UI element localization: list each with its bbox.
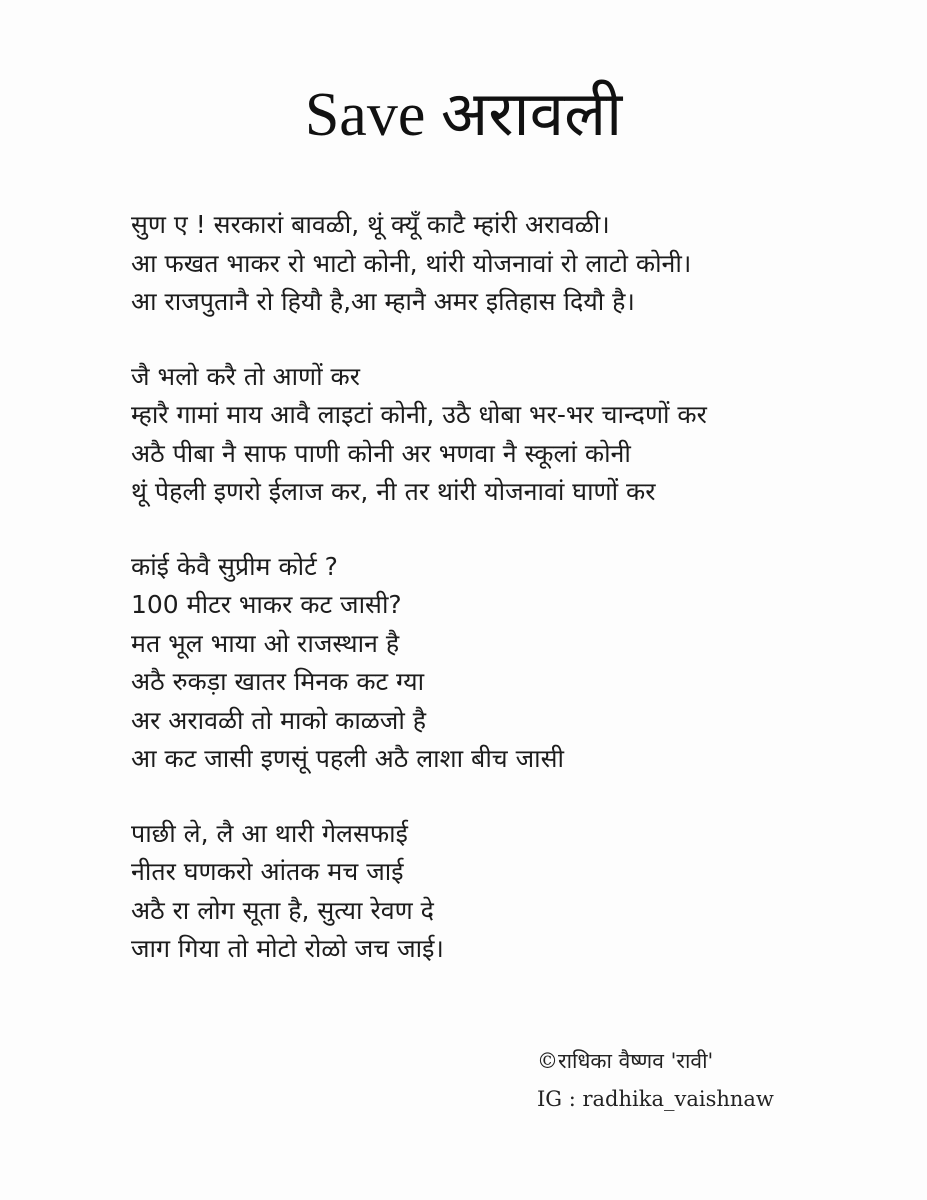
- poem-line: जै भलो करै तो आणों कर: [131, 361, 360, 391]
- poem-line: अर अरावळी तो माको काळजो है: [131, 705, 427, 735]
- stanza-1: [131, 206, 871, 322]
- poem-line: अठै रा लोग सूता है, सुत्या रेवण दे: [131, 895, 434, 925]
- poem-line: मत भूल भाया ओ राजस्थान है: [131, 628, 400, 658]
- poem-line: नीतर घणकरो आंतक मच जाई: [131, 857, 404, 886]
- stanza-2: [131, 358, 871, 512]
- poem-line: सुण ए ! सरकारां बावळी, थूं क्यूँ काटै म्हांरी अरावळी।: [131, 210, 610, 239]
- credit-block: [537, 1042, 897, 1118]
- poem-title: Save अरावली: [304, 81, 623, 149]
- poem-line: म्हारै गामां माय आवै लाइटां कोनी, उठै धोबा भर-भर चान्दणों कर: [131, 400, 707, 429]
- poem-line: कांई केवै सुप्रीम कोर्ट ?: [131, 551, 338, 581]
- poem-body: [131, 206, 871, 1005]
- author-credit: ©राधिका वैष्णव 'रावी': [537, 1049, 714, 1073]
- poem-line: अठै रुकड़ा खातर मिनक कट ग्या: [131, 667, 425, 696]
- poem-line: आ कट जासी इणसूं पहली अठै लाशा बीच जासी: [131, 744, 565, 773]
- instagram-handle: IG : radhika_vaishnaw: [537, 1087, 774, 1111]
- poem-line: थूं पेहली इणरो ईलाज कर, नी तर थांरी योजनावां घाणों कर: [131, 477, 656, 506]
- poem-line: 100 मीटर भाकर कट जासी?: [131, 590, 402, 619]
- stanza-3: [131, 548, 871, 779]
- poem-line: आ फखत भाकर रो भाटो कोनी, थांरी योजनावां रो लाटो कोनी।: [131, 248, 692, 278]
- poem-line: जाग गिया तो मोटो रोळो जच जाई।: [131, 934, 444, 963]
- poem-line: पाछी ले, लै आ थारी गेलसफाई: [131, 818, 408, 848]
- poem-line: आ राजपुतानै रो हियौ है,आ म्हानै अमर इतिहास दियौ है।: [131, 287, 635, 316]
- stanza-4: [131, 815, 871, 969]
- poem-line: अठै पीबा नै साफ पाणी कोनी अर भणवा नै स्कूलां कोनी: [131, 438, 631, 468]
